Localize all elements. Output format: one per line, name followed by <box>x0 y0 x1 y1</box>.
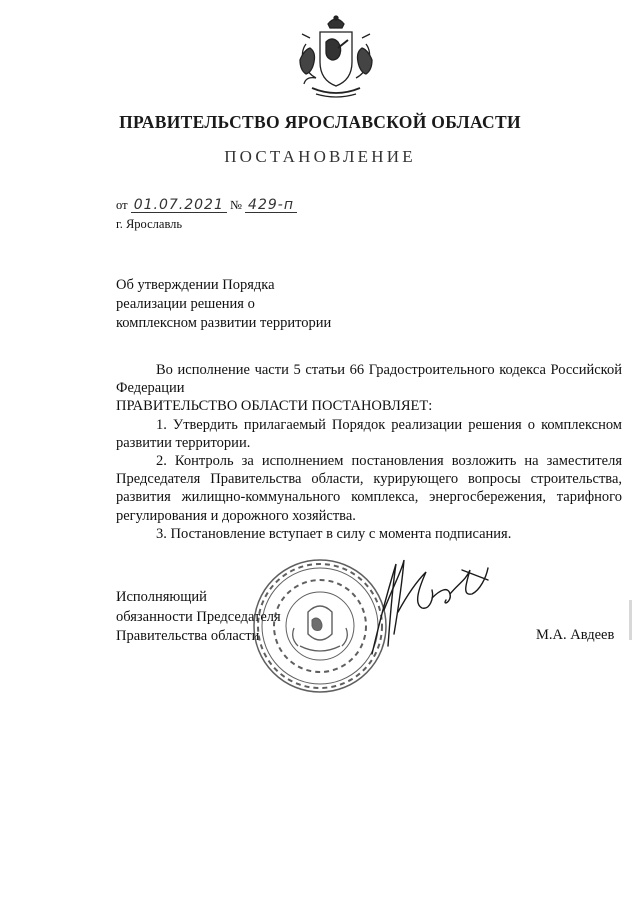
subject-line: Об утверждении Порядка <box>116 277 275 293</box>
document-number: 429-п <box>245 198 297 213</box>
organization-title: ПРАВИТЕЛЬСТВО ЯРОСЛАВСКОЙ ОБЛАСТИ <box>119 112 521 132</box>
resolves-heading: ПРАВИТЕЛЬСТВО ОБЛАСТИ ПОСТАНОВЛЯЕТ: <box>116 398 433 415</box>
date-prefix: от <box>116 198 128 212</box>
subject-line: реализации решения о <box>116 296 255 312</box>
position-line: Исполняющий <box>116 589 207 605</box>
number-prefix: № <box>229 198 242 212</box>
item-2: 2. Контроль за исполнением постановления возложить на заместителя Председателя Правительства области, курирующего вопросы строительства, развития жилищно-коммунального комплекса, энергосбережения, тарифного регулирования и дорожного хозяйства. <box>116 453 622 524</box>
document-date: 01.07.2021 <box>131 198 227 213</box>
page-edge-mark <box>629 600 632 640</box>
document-type: ПОСТАНОВЛЕНИЕ <box>224 147 416 166</box>
preamble: Во исполнение части 5 статьи 66 Градостроительного кодекса Российской Федерации <box>116 362 622 397</box>
item-3: 3. Постановление вступает в силу с момента подписания. <box>156 525 512 542</box>
subject-line: комплексном развитии территории <box>116 315 332 331</box>
date-number-line <box>116 198 297 213</box>
item-1: 1. Утвердить прилагаемый Порядок реализации решения о комплексном развитии территории. <box>116 416 622 451</box>
signer-name: М.А. Авдеев <box>536 627 615 643</box>
position-line: обязанности Председателя <box>116 608 281 625</box>
position-line: Правительства области <box>116 628 260 644</box>
handwritten-signature-icon <box>362 550 492 660</box>
city: г. Ярославль <box>116 217 183 231</box>
document-body <box>116 361 622 543</box>
document-subject <box>116 276 331 333</box>
yaroslavl-coat-of-arms-icon <box>292 14 380 100</box>
